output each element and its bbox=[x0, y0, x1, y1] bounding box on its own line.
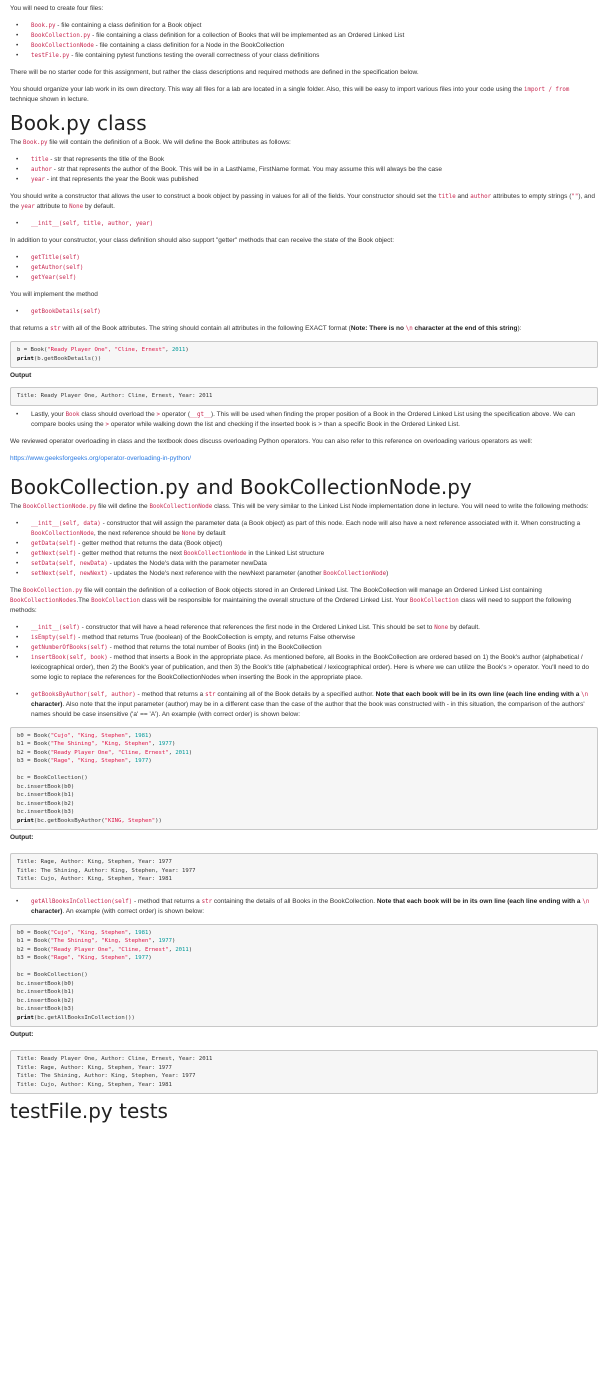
method-item bbox=[10, 307, 598, 317]
attr-name: author bbox=[31, 167, 52, 173]
text: class will need to support the following methods: bbox=[10, 596, 572, 614]
inline-code: \n bbox=[581, 691, 589, 698]
inline-code: BookCollection bbox=[91, 597, 140, 604]
text: Lastly, your bbox=[31, 410, 66, 418]
method-signature: isEmpty(self) bbox=[31, 634, 77, 641]
bold-text: Note that each book will be in its own line (each line ending with a bbox=[376, 897, 583, 905]
text: ), and the bbox=[10, 193, 595, 210]
code-text: (b.getBookDetails()) bbox=[33, 355, 102, 362]
method-item bbox=[10, 519, 598, 539]
collection-method-list bbox=[10, 623, 598, 683]
code-text: b2 = Book( bbox=[17, 749, 51, 756]
method-signature: __init__(self, data) bbox=[31, 520, 101, 527]
code-keyword: print bbox=[17, 355, 34, 362]
code-text: ) bbox=[188, 946, 193, 953]
inline-code: None bbox=[181, 530, 196, 537]
code-text: (bc.getAllBooksInCollection()) bbox=[33, 1014, 135, 1021]
code-block bbox=[10, 727, 598, 831]
file-item bbox=[10, 21, 598, 31]
code-text: )) bbox=[155, 817, 162, 824]
text: by default. bbox=[83, 203, 115, 210]
output-line: Title: Ready Player One, Author: Cline, Ernest, Year: 2011 bbox=[17, 1056, 213, 1062]
text: . An example (with correct order) is shown below: bbox=[62, 907, 205, 915]
output-label: Output: bbox=[10, 1031, 34, 1038]
code-string: "Ready Player One", "Cline, Ernest" bbox=[47, 347, 166, 353]
code-text: b = Book( bbox=[17, 347, 48, 353]
file-name: testFile.py bbox=[31, 53, 70, 59]
method-item bbox=[10, 690, 598, 720]
code-text: , bbox=[128, 955, 135, 961]
attribute-list bbox=[10, 155, 598, 185]
node-paragraph bbox=[10, 502, 598, 512]
method-signature: setNext(self, newNext) bbox=[31, 570, 108, 577]
method-item bbox=[10, 633, 598, 643]
next-section-heading: testFile.py tests bbox=[10, 1099, 168, 1123]
file-desc: - file containing a class definition for a Book object bbox=[55, 22, 202, 29]
file-desc: - file containing a class definition for a Node in the BookCollection bbox=[93, 42, 285, 49]
inline-code: year bbox=[20, 204, 35, 210]
inline-code: BookCollection bbox=[409, 597, 459, 604]
text: The bbox=[10, 139, 24, 146]
text: technique shown in lecture. bbox=[10, 96, 89, 103]
code-block bbox=[10, 924, 598, 1028]
code-text: , bbox=[128, 929, 135, 936]
text: - getter method that returns the data (Book object) bbox=[76, 539, 223, 547]
code-string: "Rage", "King, Stephen" bbox=[50, 758, 129, 764]
inline-code: BookCollectionNode bbox=[31, 530, 94, 537]
method-signature: getData(self) bbox=[31, 540, 77, 547]
code-text: ) bbox=[148, 929, 152, 936]
inline-code: Book.py bbox=[23, 140, 48, 146]
code-string: "The Shining", "King, Stephen" bbox=[50, 741, 152, 747]
code-text: , bbox=[165, 347, 172, 353]
method-signature: getAuthor(self) bbox=[31, 265, 84, 271]
method-item bbox=[10, 559, 598, 569]
method-item bbox=[10, 273, 598, 283]
intro-paragraph: There will be no starter code for this assignment, but rather the class descriptions and required methods are defined in the specification below. bbox=[10, 69, 419, 76]
method-signature: getBooksByAuthor(self, author) bbox=[31, 691, 136, 698]
code-string: "KING, Stephen" bbox=[104, 817, 156, 824]
code-text: bc.insertBook(b0) bbox=[17, 783, 75, 790]
text: class should overload the bbox=[79, 410, 157, 418]
output-line: Title: Rage, Author: King, Stephen, Year: 1977 bbox=[17, 1064, 172, 1071]
method-item bbox=[10, 549, 598, 559]
text: ): bbox=[517, 325, 522, 332]
implement-paragraph: You will implement the method bbox=[10, 291, 98, 298]
code-block bbox=[10, 341, 598, 368]
collection-paragraph bbox=[10, 586, 598, 616]
text: ). This will be used when finding the proper position of a Book in the Ordered Linked List using the specification above. We can compare books using the bbox=[31, 410, 575, 428]
file-name: Book.py bbox=[31, 23, 56, 29]
reference-link[interactable]: https://www.geeksforgeeks.org/operator-overloading-in-python/ bbox=[10, 454, 192, 462]
text: file will contain the definition of a Book. We will define the Book attributes as follows: bbox=[47, 139, 291, 146]
output-line: Title: The Shining, Author: King, Stephen, Year: 1977 bbox=[17, 1073, 196, 1079]
code-text: , bbox=[151, 938, 159, 944]
code-string: "The Shining", "King, Stephen" bbox=[50, 938, 152, 944]
file-item bbox=[10, 51, 598, 61]
code-text: ) bbox=[148, 955, 152, 961]
code-number: 1981 bbox=[134, 929, 149, 936]
attribute-item bbox=[10, 155, 598, 165]
code-text: bc.insertBook(b3) bbox=[17, 1006, 75, 1012]
section-heading-collection: BookCollection.py and BookCollectionNode.py bbox=[10, 474, 472, 499]
method-signature: getBookDetails(self) bbox=[31, 309, 101, 315]
text: attribute to bbox=[34, 203, 70, 210]
method-signature: getTitle(self) bbox=[31, 255, 80, 261]
code-number: 2011 bbox=[175, 749, 189, 756]
text: You should write a constructor that allows the user to construct a book object by passing in values for all of the fields. Your constructor should set the bbox=[10, 193, 439, 200]
bold-text: character at the end of this string bbox=[412, 325, 518, 332]
text: - method that returns a bbox=[132, 897, 202, 905]
text: . Also note that the input parameter (author) may be in a different case than the case of the author that the book was constructed with - in this situation, the comparison of the authors' names should be case insensitive ('a' == 'A'). An example (with correct order) is shown below: bbox=[31, 700, 585, 718]
inline-code: BookCollection.py bbox=[23, 587, 83, 594]
code-text: ) bbox=[188, 749, 193, 756]
intro-lead: You will need to create four files: bbox=[10, 5, 104, 12]
output-block bbox=[10, 1050, 598, 1094]
text: containing the details of all Books in the BookCollection. bbox=[212, 897, 377, 905]
code-text: b0 = Book( bbox=[17, 929, 51, 936]
code-text: bc.insertBook(b2) bbox=[17, 997, 75, 1004]
text: that returns a bbox=[10, 325, 51, 332]
attr-name: title bbox=[31, 157, 49, 163]
inline-code: \n bbox=[582, 898, 590, 905]
constructor-paragraph bbox=[10, 192, 598, 212]
code-string: "Rage", "King, Stephen" bbox=[50, 955, 129, 961]
method-signature: getYear(self) bbox=[31, 275, 77, 281]
book-paragraph bbox=[10, 138, 598, 148]
text: attributes to empty strings ( bbox=[491, 193, 572, 200]
attribute-item bbox=[10, 175, 598, 185]
method-item bbox=[10, 623, 598, 633]
method-item bbox=[10, 643, 598, 653]
inline-code: BookCollectionNode bbox=[323, 570, 387, 577]
code-string: "Ready Player One", "Cline, Ernest" bbox=[50, 749, 169, 756]
text: You should organize your lab work in its own directory. This way all files for a lab are located in a single folder. Also, this will be easy to import various files into your code using the bbox=[10, 86, 525, 93]
code-number: 2011 bbox=[171, 347, 186, 353]
output-line: Title: The Shining, Author: King, Stephen, Year: 1977 bbox=[17, 867, 196, 874]
text: - method that returns a bbox=[135, 690, 206, 698]
code-text: , bbox=[168, 946, 176, 953]
text: - updates the Node's data with the parameter newData bbox=[107, 559, 267, 567]
inline-code: BookCollectionNodes bbox=[10, 597, 77, 604]
inline-code: BookCollectionNode bbox=[183, 550, 247, 557]
attr-desc: - str that represents the author of the Book. This will be in a LastName, FirstName format. You may assume this will always be the case bbox=[51, 166, 443, 173]
method-item bbox=[10, 539, 598, 549]
code-text: b3 = Book( bbox=[17, 758, 51, 764]
text: - method that inserts a Book in the appropriate place. As mentioned before, all Books in the BookCollection are ordered based on 1) the Book's author (alphabetical / lexicographical order), then 2) the Book's year of publication, and then 3) the Book's title (alphabetical / lexicographical order). Here is where we can utilize the Book's > operator. You'll need to do some logic to replace the references for the BookCollectionNodes when inserting the Book in the appropriate place. bbox=[31, 653, 589, 681]
node-method-list bbox=[10, 519, 598, 579]
code-number: 1977 bbox=[134, 758, 149, 764]
code-text: ) bbox=[148, 732, 152, 739]
text: - constructor that will have a head reference that references the first node in the Ordered Linked List. This should be set to bbox=[79, 623, 435, 631]
attribute-item bbox=[10, 165, 598, 175]
code-text: bc.insertBook(b3) bbox=[17, 809, 75, 815]
method-item bbox=[10, 897, 598, 917]
code-text: b3 = Book( bbox=[17, 955, 51, 961]
inline-code: None bbox=[69, 204, 84, 210]
file-name: BookCollection.py bbox=[31, 33, 91, 39]
text: containing all of the Book details by a specified author. bbox=[215, 690, 376, 698]
file-item bbox=[10, 31, 598, 41]
method-signature: getNext(self) bbox=[31, 550, 77, 557]
code-number: 1977 bbox=[158, 938, 172, 944]
file-item bbox=[10, 41, 598, 51]
attr-desc: - str that represents the title of the Book bbox=[48, 156, 165, 163]
inline-code: > bbox=[156, 411, 160, 418]
code-text: b1 = Book( bbox=[17, 938, 51, 944]
code-keyword: print bbox=[17, 817, 34, 824]
constructor-list bbox=[10, 219, 598, 229]
code-text: , bbox=[128, 732, 135, 739]
text: operator while walking down the list and checking if the inserted book is > than a specific Book in the Ordered Linked List. bbox=[108, 420, 460, 428]
text: - updates the Node's next reference with the newNext parameter (another bbox=[107, 569, 324, 577]
inline-code: \n bbox=[405, 326, 413, 332]
output-line: Title: Cujo, Author: King, Stephen, Year: 1981 bbox=[17, 1081, 172, 1088]
file-name: BookCollectionNode bbox=[31, 43, 94, 49]
text: and bbox=[455, 193, 471, 200]
code-text: ) bbox=[148, 758, 152, 764]
method-signature: __init__(self) bbox=[31, 624, 80, 631]
code-text: bc = BookCollection() bbox=[17, 775, 88, 781]
text: - constructor that will assign the parameter data (a Book object) as part of this node. Each node will also have a next reference associated with it. When constructing a bbox=[100, 519, 581, 527]
inline-code: str bbox=[50, 326, 61, 332]
method-signature: getNumberOfBooks(self) bbox=[31, 644, 108, 651]
attr-desc: - int that represents the year the Book was published bbox=[44, 176, 199, 183]
code-text: b1 = Book( bbox=[17, 741, 51, 747]
text: file will contain the definition of a collection of Book objects stored in an Ordered Linked List. The BookCollection will manage an Ordered Linked List containing bbox=[82, 586, 542, 594]
code-keyword: print bbox=[17, 1014, 34, 1021]
getallbooks-list bbox=[10, 897, 598, 917]
file-list bbox=[10, 21, 598, 61]
method-signature: setData(self, newData) bbox=[31, 560, 108, 567]
inline-code: title bbox=[438, 194, 456, 200]
text: by default. bbox=[448, 623, 480, 631]
text: in the Linked List structure bbox=[246, 549, 325, 557]
inline-code: BookCollectionNode.py bbox=[23, 503, 97, 510]
file-desc: - file containing a class definition for a collection of Books that will be implemented as an Ordered Linked List bbox=[90, 32, 405, 39]
text: - method that returns True (boolean) of the BookCollection is empty, and returns False otherwise bbox=[76, 633, 356, 641]
text: by default bbox=[195, 529, 226, 537]
inline-code: str bbox=[205, 691, 216, 698]
bold-text: Note: There is no bbox=[350, 325, 406, 332]
method-signature: insertBook(self, book) bbox=[31, 654, 108, 661]
text: The bbox=[10, 502, 24, 510]
code-text: bc = BookCollection() bbox=[17, 972, 88, 978]
inline-code: > bbox=[105, 421, 109, 428]
method-item bbox=[10, 253, 598, 263]
inline-code: Book bbox=[65, 411, 80, 418]
reference-link-line bbox=[10, 454, 598, 464]
code-text: , bbox=[168, 749, 176, 756]
code-number: 2011 bbox=[175, 946, 189, 953]
getter-list bbox=[10, 253, 598, 283]
code-text: bc.insertBook(b0) bbox=[17, 980, 75, 987]
code-text: b2 = Book( bbox=[17, 946, 51, 953]
bold-text: character) bbox=[31, 700, 63, 708]
method-signature: getAllBooksInCollection(self) bbox=[31, 898, 133, 905]
code-text: b0 = Book( bbox=[17, 732, 51, 739]
code-text: ) bbox=[171, 741, 176, 747]
details-paragraph bbox=[10, 324, 598, 334]
attr-name: year bbox=[31, 177, 45, 183]
getbooksbyauthor-list bbox=[10, 690, 598, 720]
output-label: Output: bbox=[10, 834, 34, 841]
code-text: (bc.getBooksByAuthor( bbox=[33, 817, 105, 824]
code-number: 1977 bbox=[158, 741, 172, 747]
code-number: 1981 bbox=[134, 732, 149, 739]
bold-text: character) bbox=[31, 907, 63, 915]
output-line: Title: Cujo, Author: King, Stephen, Year: 1981 bbox=[17, 876, 172, 882]
method-item bbox=[10, 263, 598, 273]
text: .The bbox=[76, 596, 92, 604]
method-signature: __init__(self, title, author, year) bbox=[31, 221, 154, 227]
details-list bbox=[10, 307, 598, 317]
code-text: bc.insertBook(b1) bbox=[17, 792, 75, 798]
text: The bbox=[10, 586, 24, 594]
inline-code: "" bbox=[571, 194, 579, 200]
output-label: Output bbox=[10, 372, 32, 379]
bold-text: Note that each book will be in its own line (each line ending with a bbox=[375, 690, 582, 698]
getter-paragraph: In addition to your constructor, your class definition should also support "getter" methods that can receive the state of the Book object: bbox=[10, 237, 395, 244]
text: - method that returns the total number of Books (int) in the BookCollection bbox=[107, 643, 322, 651]
output-line: Title: Rage, Author: King, Stephen, Year: 1977 bbox=[17, 859, 172, 865]
code-text: bc.insertBook(b1) bbox=[17, 989, 75, 995]
inline-code: BookCollectionNode bbox=[149, 503, 213, 510]
code-text: ) bbox=[171, 938, 176, 944]
method-item bbox=[10, 653, 598, 683]
code-string: "Cujo", "King, Stephen" bbox=[50, 929, 129, 936]
inline-code: __gt__ bbox=[190, 411, 211, 418]
text: with all of the Book attributes. The string should contain all attributes in the following EXACT format ( bbox=[60, 325, 351, 332]
code-string: "Cujo", "King, Stephen" bbox=[50, 732, 129, 739]
text: operator ( bbox=[160, 410, 190, 418]
gt-list bbox=[10, 410, 598, 430]
code-text: ) bbox=[185, 347, 189, 353]
inline-code: import / from bbox=[524, 87, 570, 93]
text: class. This will be very similar to the Linked List Node implementation done in lecture. You will need to write the following methods: bbox=[212, 502, 589, 510]
intro-paragraph bbox=[10, 85, 598, 105]
code-text: , bbox=[151, 741, 159, 747]
text: - getter method that returns the next bbox=[76, 549, 184, 557]
inline-code: str bbox=[201, 898, 213, 905]
inline-code: None bbox=[434, 624, 449, 631]
output-block: Title: Ready Player One, Author: Cline, Ernest, Year: 2011 bbox=[10, 387, 598, 406]
method-item bbox=[10, 219, 598, 229]
gt-item bbox=[10, 410, 598, 430]
code-string: "Ready Player One", "Cline, Ernest" bbox=[50, 946, 169, 953]
file-desc: - file containing pytest functions testing the overall correctness of your class definitions bbox=[69, 52, 320, 59]
text: file will define the bbox=[96, 502, 150, 510]
section-heading-book: Book.py class bbox=[10, 111, 147, 135]
method-item bbox=[10, 569, 598, 579]
text: ) bbox=[386, 569, 389, 577]
output-block bbox=[10, 853, 598, 889]
code-text: bc.insertBook(b2) bbox=[17, 800, 75, 807]
text: class will be responsible for maintaining the overall structure of the Ordered Linked List. Your bbox=[140, 596, 410, 604]
reference-paragraph: We reviewed operator overloading in class and the textbook does discuss overloading Python operators. You can also refer to this reference on overloading various operators as well: bbox=[10, 437, 533, 445]
code-number: 1977 bbox=[134, 955, 149, 961]
text: , the next reference should be bbox=[93, 529, 182, 537]
code-text: , bbox=[128, 758, 135, 764]
inline-code: author bbox=[470, 194, 492, 200]
